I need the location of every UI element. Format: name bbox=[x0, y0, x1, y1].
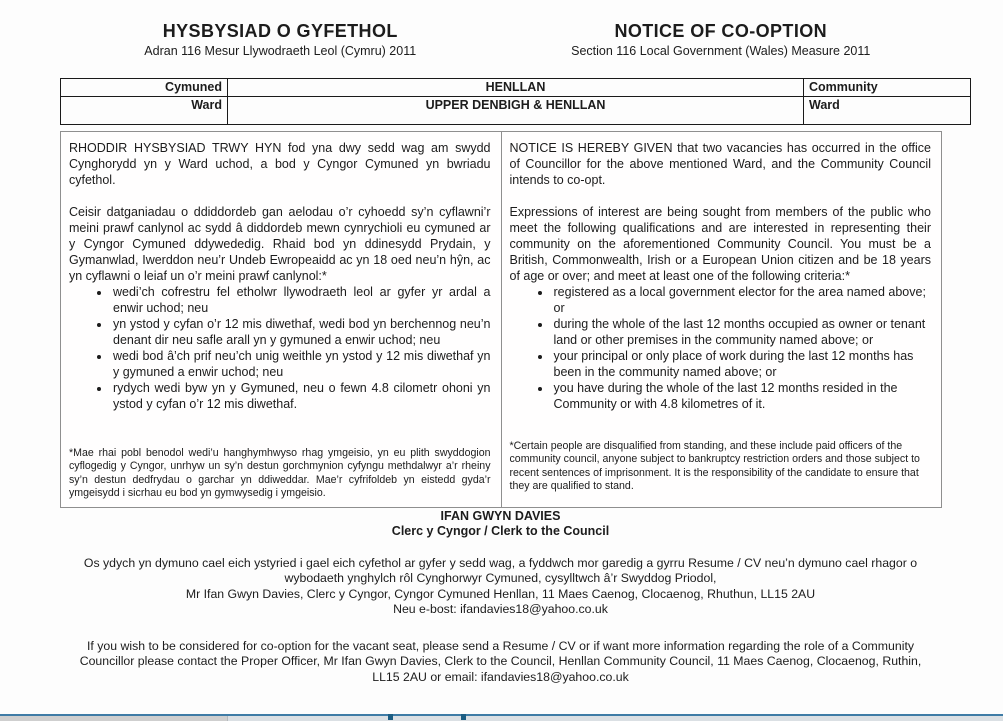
bullet-item: • registered as a local government elector for the area named above; or bbox=[552, 284, 932, 316]
taskbar-strip[interactable] bbox=[0, 714, 1003, 721]
taskbar-divider bbox=[227, 716, 228, 721]
welsh-paragraph-2: Ceisir datganiadau o ddiddordeb gan aelodau o’r cyhoedd sy’n cyflawni’r meini prawf canlynol ac sydd â diddordeb mewn cynrychioli eu cymuned ar y Cyngor Cymuned ddywededig. Rhaid bod yn ddinesydd Prydain, y Gymanwlad, Iwerddon neu’r Undeb Ewropeaidd ac yn 18 oed neu’n hŷn, ac yn cyflawni o leiaf un o’r meini prawf canlynol:* bbox=[69, 205, 491, 283]
notice-column-welsh bbox=[61, 132, 502, 507]
english-bullet-list bbox=[510, 284, 932, 412]
welsh-footnote: *Mae rhai pobl benodol wedi’u hanghymhwyso rhag ymgeisio, yn eu plith swyddogion cyflogedig y Cyngor, unrhyw un sy’n destun gorchmynion cyfyngu methdalwyr a’r rheiny sy’n destun dedfrydau o garchar yn ddiweddar. Mae’r cyfrifoldeb yn eistedd gyda’r ymgeisydd i sicrhau eu bod yn gymwysedig i ymgeisio. bbox=[69, 446, 491, 500]
bullet-item: • wedi bod â’ch prif neu’ch unig weithle yn ystod y 12 mis diwethaf yn y gymuned a enwir uchod; neu bbox=[111, 348, 491, 380]
contact-line: Os ydych yn dymuno cael eich ystyried i gael eich cyfethol ar gyfer y sedd wag, a fyddwch mor garedig a gyrru Resume / CV neu’n dymuno cael rhagor o bbox=[83, 556, 918, 570]
english-paragraph-2: Expressions of interest are being sought from members of the public who meet the following qualifications and are interested in representing their community on the aforementioned Community Council. You must be a British, Commonwealth, Irish or a European Union citizen and be 18 years of age or over; and meet at least one of the following criteria:* bbox=[509, 205, 931, 283]
info-label-welsh: Cymuned bbox=[61, 79, 228, 97]
contact-line: Neu e-bost: ifandavies18@yahoo.co.uk bbox=[393, 601, 608, 616]
english-paragraph-1: NOTICE IS HEREBY GIVEN that two vacancies has occurred in the office of Councillor for the above mentioned Ward, and the Community Council intends to co-opt. bbox=[509, 141, 931, 187]
contact-paragraph-welsh bbox=[60, 556, 941, 617]
english-title: NOTICE OF CO-OPTION bbox=[614, 21, 828, 41]
contact-paragraph-english bbox=[60, 639, 941, 685]
bullet-item: • wedi’ch cofrestru fel etholwr llywodraeth leol ar gyfer yr ardal a enwir uchod; neu bbox=[111, 284, 491, 316]
welsh-title: HYSBYSIAD O GYFETHOL bbox=[162, 21, 398, 41]
info-value: HENLLAN bbox=[228, 79, 804, 97]
taskbar-left-segment bbox=[0, 716, 227, 721]
signature-name: IFAN GWYN DAVIES bbox=[440, 509, 561, 523]
info-label-english: Ward bbox=[804, 97, 971, 125]
contact-line: LL15 2AU or email: ifandavies18@yahoo.co.uk bbox=[372, 669, 629, 684]
table-row bbox=[61, 97, 971, 125]
header-english bbox=[501, 21, 942, 58]
signature-block bbox=[60, 509, 941, 539]
info-value: UPPER DENBIGH & HENLLAN bbox=[228, 97, 804, 125]
bullet-item: • during the whole of the last 12 months occupied as owner or tenant land or other premises in the community named above; or bbox=[552, 316, 932, 348]
info-label-welsh: Ward bbox=[61, 97, 228, 125]
table-row bbox=[61, 79, 971, 97]
welsh-bullet-list bbox=[69, 284, 491, 412]
notice-column-english bbox=[502, 132, 942, 507]
contact-line: Mr Ifan Gwyn Davies, Clerc y Cyngor, Cyngor Cymuned Henllan, 11 Maes Caenog, Clocaenog, Rhuthun, LL15 2AU bbox=[185, 586, 816, 601]
header-welsh bbox=[60, 21, 501, 58]
welsh-paragraph-1: RHODDIR HYSBYSIAD TRWY HYN fod yna dwy sedd wag am swydd Cynghorydd yn y Ward uchod, a bod y Cyngor Cymuned yn bwriadu cyfethol. bbox=[69, 141, 491, 187]
welsh-subtitle: Adran 116 Mesur Llywodraeth Leol (Cymru) 2011 bbox=[144, 44, 417, 58]
community-ward-table bbox=[60, 78, 971, 125]
taskbar-notch[interactable] bbox=[461, 714, 466, 720]
notice-body bbox=[60, 131, 942, 508]
taskbar-notch[interactable] bbox=[388, 714, 393, 720]
english-subtitle: Section 116 Local Government (Wales) Measure 2011 bbox=[571, 44, 871, 58]
bullet-item: • your principal or only place of work during the last 12 months has been in the community named above; or bbox=[552, 348, 932, 380]
contact-line: wybodaeth ynghylch rôl Cynghorwyr Cymuned, cysylltwch â’r Swyddog Priodol, bbox=[284, 571, 717, 586]
contact-line: Councillor please contact the Proper Officer, Mr Ifan Gwyn Davies, Clerk to the Council, Henllan Community Council, 11 Maes Caenog, Clocaenog, Ruthin, bbox=[79, 654, 922, 669]
bullet-item: • you have during the whole of the last 12 months resided in the Community or with 4.8 kilometres of it. bbox=[552, 380, 932, 412]
english-footnote: *Certain people are disqualified from standing, and these include paid officers of the community council, anyone subject to bankruptcy restriction orders and those subject to recent sentences of imprisonment. It is the responsibility of the candidate to ensure that they are qualified to stand. bbox=[509, 439, 920, 493]
signature-role: Clerc y Cyngor / Clerk to the Council bbox=[391, 524, 610, 538]
contact-line: If you wish to be considered for co-option for the vacant seat, please send a Resume / CV or if want more information regarding the role of a Community bbox=[86, 639, 915, 653]
info-label-english: Community bbox=[804, 79, 971, 97]
header bbox=[60, 21, 941, 58]
bullet-item: • yn ystod y cyfan o’r 12 mis diwethaf, wedi bod yn berchennog neu’n denant dir neu safle arall yn y gymuned a enwir uchod; neu bbox=[111, 316, 491, 348]
bullet-item: • rydych wedi byw yn y Gymuned, neu o fewn 4.8 cilometr ohoni yn ystod y cyfan o’r 12 mis diwethaf. bbox=[111, 380, 491, 412]
